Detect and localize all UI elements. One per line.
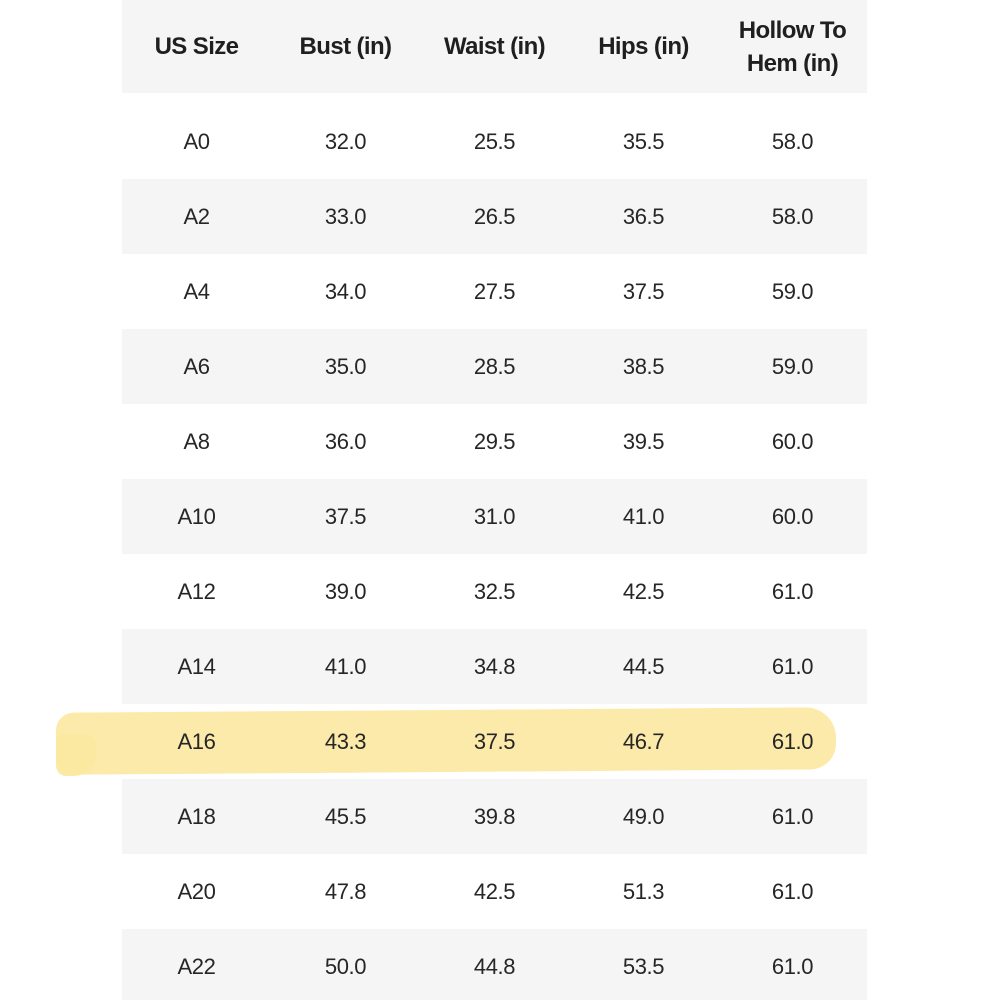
cell-hips: 39.5 <box>622 428 665 454</box>
table-row <box>122 179 867 254</box>
cell-hips: 49.0 <box>622 803 665 829</box>
cell-size: A8 <box>183 428 210 454</box>
cell-hollow-to-hem: 58.0 <box>771 203 814 229</box>
cell-waist: 29.5 <box>473 428 516 454</box>
cell-bust: 35.0 <box>324 353 367 379</box>
cell-bust: 34.0 <box>324 278 367 304</box>
cell-hips: 44.5 <box>622 653 665 679</box>
table-row <box>122 554 867 629</box>
table-row <box>122 479 867 554</box>
cell-hips: 35.5 <box>622 128 665 154</box>
cell-waist: 39.8 <box>473 803 516 829</box>
table-row <box>122 93 867 179</box>
header-waist: Waist (in) <box>443 33 546 60</box>
cell-hips: 46.7 <box>622 728 665 754</box>
cell-bust: 47.8 <box>324 878 367 904</box>
table-row <box>122 329 867 404</box>
table-row <box>122 629 867 704</box>
cell-bust: 33.0 <box>324 203 367 229</box>
cell-waist: 27.5 <box>473 278 516 304</box>
cell-hollow-to-hem: 60.0 <box>771 428 814 454</box>
table-body <box>122 93 867 1000</box>
table-row <box>122 254 867 329</box>
header-hollow-to-hem: Hollow To Hem (in) <box>738 16 847 77</box>
cell-waist: 25.5 <box>473 128 516 154</box>
cell-waist: 44.8 <box>473 953 516 979</box>
cell-waist: 28.5 <box>473 353 516 379</box>
cell-hollow-to-hem: 59.0 <box>771 278 814 304</box>
cell-hollow-to-hem: 61.0 <box>771 653 814 679</box>
cell-waist: 26.5 <box>473 203 516 229</box>
cell-hips: 42.5 <box>622 578 665 604</box>
header-hips: Hips (in) <box>598 33 689 60</box>
cell-size: A20 <box>177 878 216 904</box>
cell-size: A14 <box>177 653 216 679</box>
cell-hips: 41.0 <box>622 503 665 529</box>
cell-waist: 37.5 <box>473 728 516 754</box>
cell-hollow-to-hem: 60.0 <box>771 503 814 529</box>
cell-hollow-to-hem: 61.0 <box>771 878 814 904</box>
cell-bust: 36.0 <box>324 428 367 454</box>
cell-hips: 37.5 <box>622 278 665 304</box>
cell-bust: 45.5 <box>324 803 367 829</box>
table-row <box>122 704 867 779</box>
size-chart-table <box>122 0 867 1000</box>
cell-bust: 39.0 <box>324 578 367 604</box>
cell-hollow-to-hem: 61.0 <box>771 803 814 829</box>
cell-hollow-to-hem: 61.0 <box>771 578 814 604</box>
cell-waist: 31.0 <box>473 503 516 529</box>
header-us-size: US Size <box>154 33 239 60</box>
cell-bust: 32.0 <box>324 128 367 154</box>
cell-size: A6 <box>183 353 210 379</box>
table-row <box>122 854 867 929</box>
cell-hollow-to-hem: 61.0 <box>771 728 814 754</box>
cell-hips: 53.5 <box>622 953 665 979</box>
cell-size: A4 <box>183 278 210 304</box>
cell-bust: 41.0 <box>324 653 367 679</box>
cell-size: A18 <box>177 803 216 829</box>
cell-hips: 36.5 <box>622 203 665 229</box>
cell-waist: 32.5 <box>473 578 516 604</box>
cell-waist: 34.8 <box>473 653 516 679</box>
cell-hollow-to-hem: 58.0 <box>771 128 814 154</box>
cell-waist: 42.5 <box>473 878 516 904</box>
cell-hips: 51.3 <box>622 878 665 904</box>
cell-size: A10 <box>177 503 216 529</box>
cell-size: A2 <box>183 203 210 229</box>
table-row <box>122 404 867 479</box>
cell-size: A16 <box>177 728 216 754</box>
table-row <box>122 929 867 1000</box>
table-header-row <box>122 0 867 93</box>
cell-hips: 38.5 <box>622 353 665 379</box>
cell-bust: 43.3 <box>324 728 367 754</box>
cell-hollow-to-hem: 61.0 <box>771 953 814 979</box>
cell-bust: 37.5 <box>324 503 367 529</box>
cell-hollow-to-hem: 59.0 <box>771 353 814 379</box>
header-bust: Bust (in) <box>299 33 392 60</box>
cell-size: A12 <box>177 578 216 604</box>
cell-bust: 50.0 <box>324 953 367 979</box>
cell-size: A22 <box>177 953 216 979</box>
table-row <box>122 779 867 854</box>
cell-size: A0 <box>183 128 210 154</box>
